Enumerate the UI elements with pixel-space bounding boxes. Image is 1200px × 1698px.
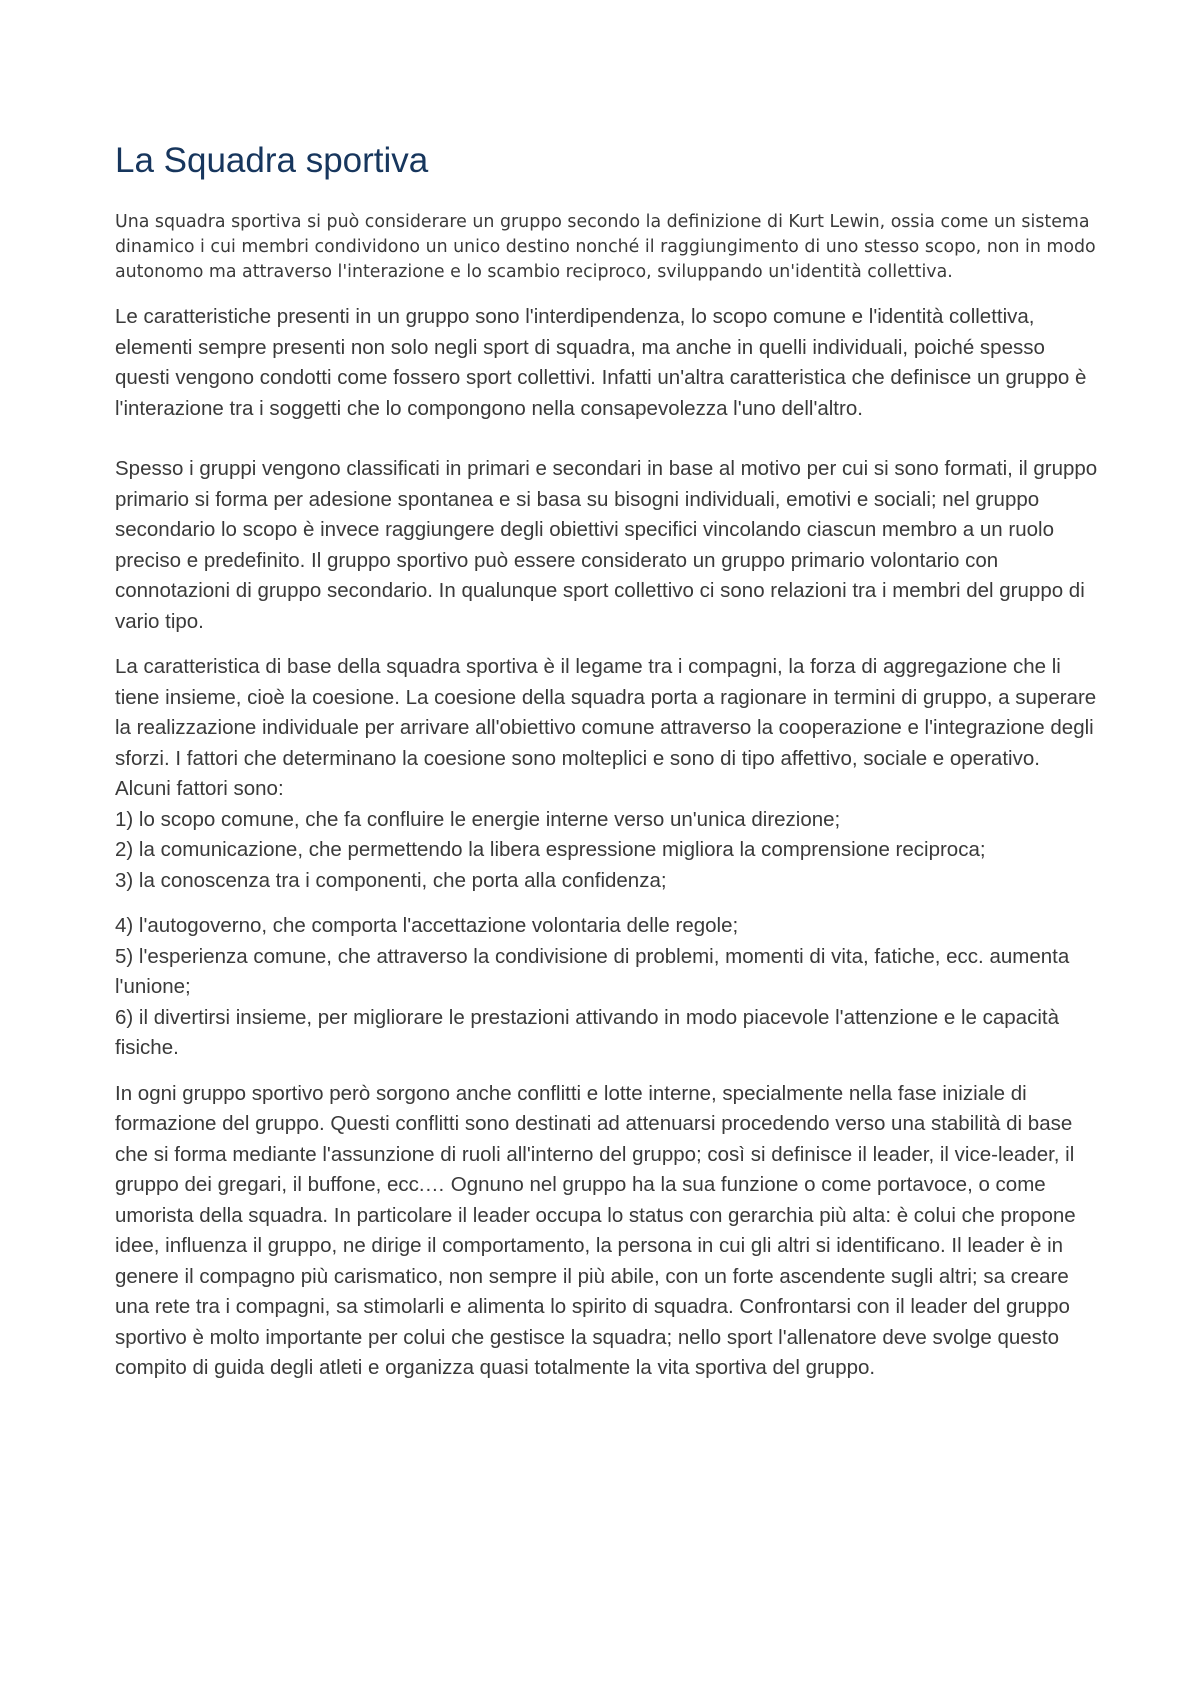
paragraph-characteristics: Le caratteristiche presenti in un gruppo sono l'interdipendenza, lo scopo comune e l'identità collettiva, elementi sempre presenti non solo negli sport di squadra, ma anche in quelli individuali, poiché spesso questi vengono condotti come fossero sport collettivi. Infatti un'altra caratteristica che definisce un gruppo è l'interazione tra i soggetti che lo compongono nella consapevolezza l'uno dell'altro. bbox=[115, 305, 1087, 420]
paragraph-leadership: In ogni gruppo sportivo però sorgono anche conflitti e lotte interne, specialmente nella fase iniziale di formazione del gruppo. Questi conflitti sono destinati ad attenuarsi procedendo verso una stabilità di base che si forma mediante l'assunzione di ruoli all'interno del gruppo; così si definisce il leader, il vice-leader, il gruppo dei gregari, il buffone, ecc.… Ognuno nel gruppo ha la sua funzione o come portavoce, o come umorista della squadra. In particolare il leader occupa lo status con gerarchia più alta: è colui che propone idee, influenza il gruppo, ne dirige il comportamento, la persona in cui gli altri si identificano. Il leader è in genere il compagno più carismatico, non sempre il più abile, con un forte ascendente sugli altri; sa creare una rete tra i compagni, sa stimolarli e alimenta lo spirito di squadra. Confrontarsi con il leader del gruppo sportivo è molto importante per colui che gestisce la squadra; nello sport l'allenatore deve svolge questo compito di guida degli atleti e organizza quasi totalmente la vita sportiva del gruppo. bbox=[115, 1081, 1076, 1379]
paragraph-cohesion bbox=[115, 652, 1100, 896]
paragraph-group-classification: Spesso i gruppi vengono classificati in primari e secondari in base al motivo per cui si sono formati, il gruppo primario si forma per adesione spontanea e si basa su bisogni individuali, emotivi e sociali; nel gruppo secondario lo scopo è invece raggiungere degli obiettivi specifici vincolando ciascun membro a un ruolo preciso e predefinito. Il gruppo sportivo può essere considerato un gruppo primario volontario con connotazioni di gruppo secondario. In qualunque sport collettivo ci sono relazioni tra i membri del gruppo di vario tipo. bbox=[115, 457, 1098, 633]
cohesion-intro-text: La caratteristica di base della squadra sportiva è il legame tra i compagni, la forza di aggregazione che li tiene insieme, cioè la coesione. La coesione della squadra porta a ragionare in termini di gruppo, a superare la realizzazione individuale per arrivare all'obiettivo comune attraverso la cooperazione e l'integrazione degli sforzi. I fattori che determinano la coesione sono molteplici e sono di tipo affettivo, sociale e operativo. Alcuni fattori sono: bbox=[115, 655, 1097, 800]
paragraph-factors-continued bbox=[115, 911, 1100, 1064]
factor-item-1: 1) lo scopo comune, che fa confluire le energie interne verso un'unica direzione; bbox=[115, 807, 841, 831]
document-body bbox=[115, 140, 1100, 1384]
intro-paragraph: Una squadra sportiva si può considerare un gruppo secondo la definizione di Kurt Lewin, ossia come un sistema dinamico i cui membri condividono un unico destino nonché il raggiungimento di uno stesso scopo, non in modo autonomo ma attraverso l'interazione e lo scambio reciproco, sviluppando un'identità collettiva. bbox=[115, 212, 1096, 282]
factor-item-2: 2) la comunicazione, che permettendo la libera espressione migliora la comprensione reciproca; bbox=[115, 838, 986, 861]
factor-item-3: 3) la conoscenza tra i componenti, che porta alla confidenza; bbox=[115, 868, 667, 892]
page-title: La Squadra sportiva bbox=[115, 141, 429, 180]
factor-item-6: 6) il divertirsi insieme, per migliorare le prestazioni attivando in modo piacevole l'attenzione e le capacità fisiche. bbox=[115, 1005, 1059, 1059]
factor-item-5: 5) l'esperienza comune, che attraverso la condivisione di problemi, momenti di vita, fatiche, ecc. aumenta l'unione; bbox=[115, 944, 1070, 998]
factor-item-4: 4) l'autogoverno, che comporta l'accettazione volontaria delle regole; bbox=[115, 914, 739, 937]
